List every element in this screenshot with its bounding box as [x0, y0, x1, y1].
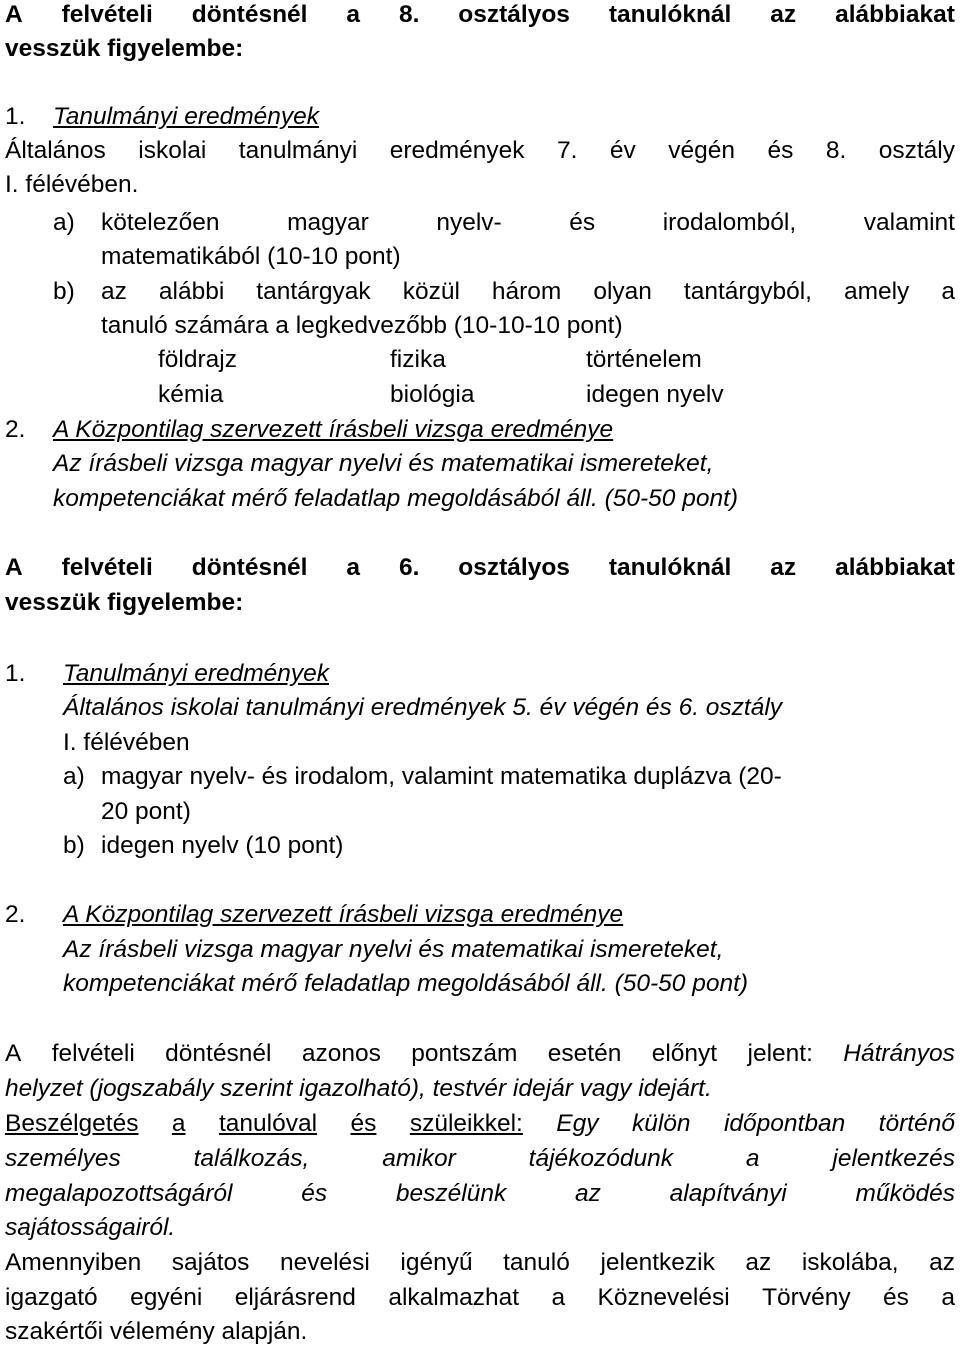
list-item-text: matematikából (10-10 pont)	[101, 243, 401, 270]
paragraph-line: Beszélgetés a tanulóval és szüleikkel: Egy külön időpontban történő	[5, 1110, 955, 1137]
item-title: A Központilag szervezett írásbeli vizsga eredménye	[63, 901, 624, 928]
item-title: A Központilag szervezett írásbeli vizsga eredménye	[53, 416, 614, 443]
item-text: kompetenciákat mérő feladatlap megoldásából áll. (50-50 pont)	[53, 485, 739, 512]
list-item-text: 20 pont)	[101, 798, 191, 825]
subject: biológia	[390, 381, 475, 408]
item-title: Tanulmányi eredmények	[63, 660, 330, 687]
item-text: kompetenciákat mérő feladatlap megoldásából áll. (50-50 pont)	[63, 970, 749, 997]
list-item-text: magyar nyelv- és irodalom, valamint matematika duplázva (20-	[101, 763, 782, 790]
paragraph-line: igazgató egyéni eljárásrend alkalmazhat a Köznevelési Törvény és a	[5, 1284, 955, 1311]
item-number: 2.	[5, 901, 26, 928]
list-label: b)	[53, 278, 75, 305]
item-text: I. félévében	[63, 729, 190, 756]
paragraph-line: helyzet (jogszabály szerint igazolható), testvér idejár vagy idejárt.	[5, 1075, 712, 1102]
list-item-text: az alábbi tantárgyak közül három olyan tantárgyból, amely a	[101, 278, 955, 305]
paragraph-line: megalapozottságáról és beszélünk az alapítványi működés	[5, 1180, 955, 1207]
subject: kémia	[158, 381, 224, 408]
heading-8th-grade-cont: vesszük figyelembe:	[5, 35, 244, 62]
item-number: 2.	[5, 416, 26, 443]
heading-8th-grade: A felvételi döntésnél a 8. osztályos tanulóknál az alábbiakat	[5, 1, 955, 28]
paragraph-line: szakértői vélemény alapján.	[5, 1318, 308, 1345]
paragraph-line: sajátosságairól.	[5, 1214, 176, 1241]
item-number: 1.	[5, 660, 26, 687]
item-text: Az írásbeli vizsga magyar nyelvi és matematikai ismereteket,	[63, 936, 724, 963]
item-number: 1.	[5, 103, 26, 130]
paragraph-line: személyes találkozás, amikor tájékozódunk a jelentkezés	[5, 1145, 955, 1172]
list-item-text: tanuló számára a legkedvezőbb (10-10-10 pont)	[101, 312, 623, 339]
heading-6th-grade: A felvételi döntésnél a 6. osztályos tanulóknál az alábbiakat	[5, 554, 955, 581]
list-item-text: idegen nyelv (10 pont)	[101, 832, 344, 859]
item-text: Általános iskolai tanulmányi eredmények 5. év végén és 6. osztály	[63, 694, 783, 721]
paragraph-line: Amennyiben sajátos nevelési igényű tanuló jelentkezik az iskolába, az	[5, 1249, 955, 1276]
list-item-text: kötelezően magyar nyelv- és irodalomból, valamint	[101, 209, 955, 236]
list-label: a)	[63, 763, 85, 790]
item-title: Tanulmányi eredmények	[53, 103, 320, 130]
subject: történelem	[586, 346, 702, 373]
item-text: Általános iskolai tanulmányi eredmények 7. év végén és 8. osztály	[5, 137, 955, 164]
subject: földrajz	[158, 346, 237, 373]
paragraph-line: A felvételi döntésnél azonos pontszám esetén előnyt jelent: Hátrányos	[5, 1040, 955, 1067]
list-label: a)	[53, 209, 75, 236]
heading-6th-grade-cont: vesszük figyelembe:	[5, 589, 244, 616]
subject: fizika	[390, 346, 446, 373]
list-label: b)	[63, 832, 85, 859]
subject: idegen nyelv	[586, 381, 724, 408]
item-text: Az írásbeli vizsga magyar nyelvi és matematikai ismereteket,	[53, 450, 714, 477]
item-text: I. félévében.	[5, 171, 139, 198]
